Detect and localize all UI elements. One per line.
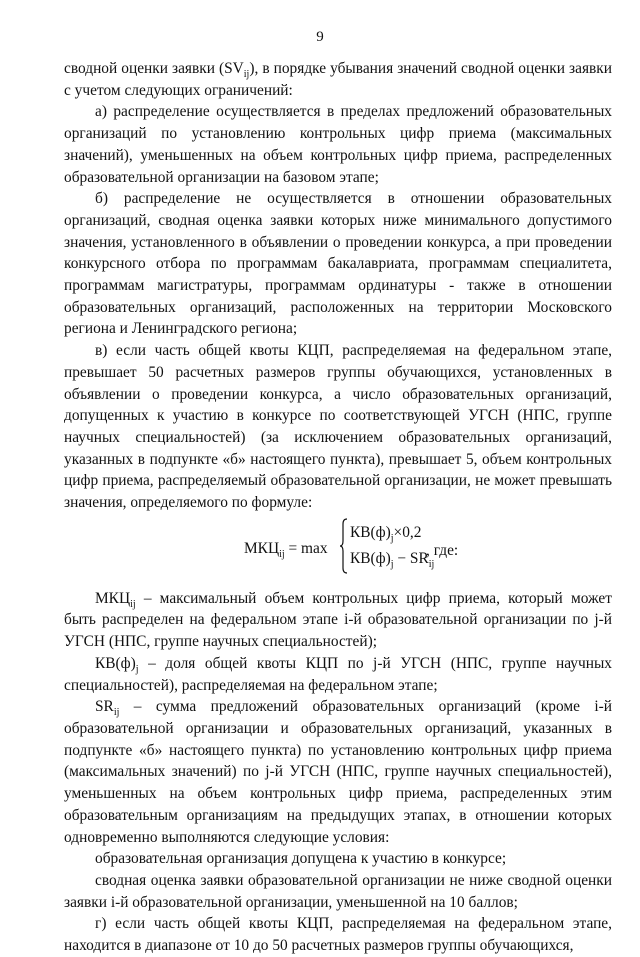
- page-number: 9: [316, 29, 324, 45]
- formula-bottom-term: $КВ(ф)_j - SR_{ij}$: [350, 549, 435, 570]
- definition-mkc: $МКЦ_{ij}$ – максимальный объем контрольных цифр приема, который может быть распределен на федеральном этапе i-й образовательной организации по j-й УГСН (НПС, группе научных специальностей);: [64, 589, 612, 651]
- formula-brace: [340, 518, 348, 574]
- paragraph-intro: сводной оценки заявки $(SV_{ij})$, в порядке убывания значений сводной оценки заявки с учетом следующих ограничений:: [64, 60, 612, 99]
- condition-1: образовательная организация допущена к участию в конкурсе;: [95, 850, 507, 868]
- paragraph-item-g: г) если часть общей квоты КЦП, распределяемая на федеральном этапе, находится в диапазоне от 10 до 50 расчетных размеров группы обучающихся,: [64, 915, 612, 955]
- formula-lhs: $МКЦ_{ij} = \max$: [244, 539, 328, 560]
- paragraph-item-b: б) распределение не осуществляется в отношении образовательных организаций, сводная оценка заявки которых ниже минимального допустимого значения, установленного в объявлении о проведении конкурса, а при проведении конкурсного отбора по программам бакалавриата, программам специалитета, программам магистратуры, программам ординатуры - также в отношении образовательных организаций, расположенных на территории Московского региона и Ленинградского региона;: [64, 190, 612, 338]
- paragraph-item-v: в) если часть общей квоты КЦП, распределяемая на федеральном этапе, превышает 50 расчетных размеров группы обучающихся, установленных в объявлении о проведении конкурса, а число образовательных организаций, допущенных к участию в конкурсе по соответствующей УГСН (НПС, группе научных специальностей) (за исключением образовательных организаций, указанных в подпункте «б» настоящего пункта), превышает 5, объем контрольных цифр приема, распределяемый образовательной организации, не может превышать значения, определяемого по формуле:: [64, 342, 612, 512]
- condition-2: сводная оценка заявки образовательной организации не ниже сводной оценки заявки i-й образовательной организации, уменьшенной на 10 баллов;: [64, 871, 612, 911]
- definition-sr: $SR_{ij}$ – сумма предложений образовательных организаций (кроме i-й образовательной организации и образовательных организаций, указанных в подпункте «б» настоящего пункта) по установлению контрольных цифр приема (максимальных значений) по j-й УГСН (НПС, группе научных специальностей), уменьшенных на объем контрольных цифр приема, распределенных этим образовательным организациям на предыдущих этапах, в отношении которых одновременно выполняются следующие условия:: [64, 698, 612, 846]
- formula-top-term: $КВ(ф)_j\times 0,2$: [350, 523, 422, 544]
- formula: [64, 516, 612, 582]
- document-body: [64, 58, 612, 957]
- paragraph-item-a: а) распределение осуществляется в пределах предложений образовательных организаций по установлению контрольных цифр приема (максимальных значений), уменьшенных на объем контрольных цифр приема, распределенных образовательной организации на базовом этапе;: [64, 103, 612, 186]
- formula-tail: , где:: [426, 541, 459, 559]
- definition-kv: $КВ(ф)_j$ – доля общей квоты КЦП по j-й УГСН (НПС, группе научных специальностей), распределяемая на федеральном этапе;: [64, 654, 612, 694]
